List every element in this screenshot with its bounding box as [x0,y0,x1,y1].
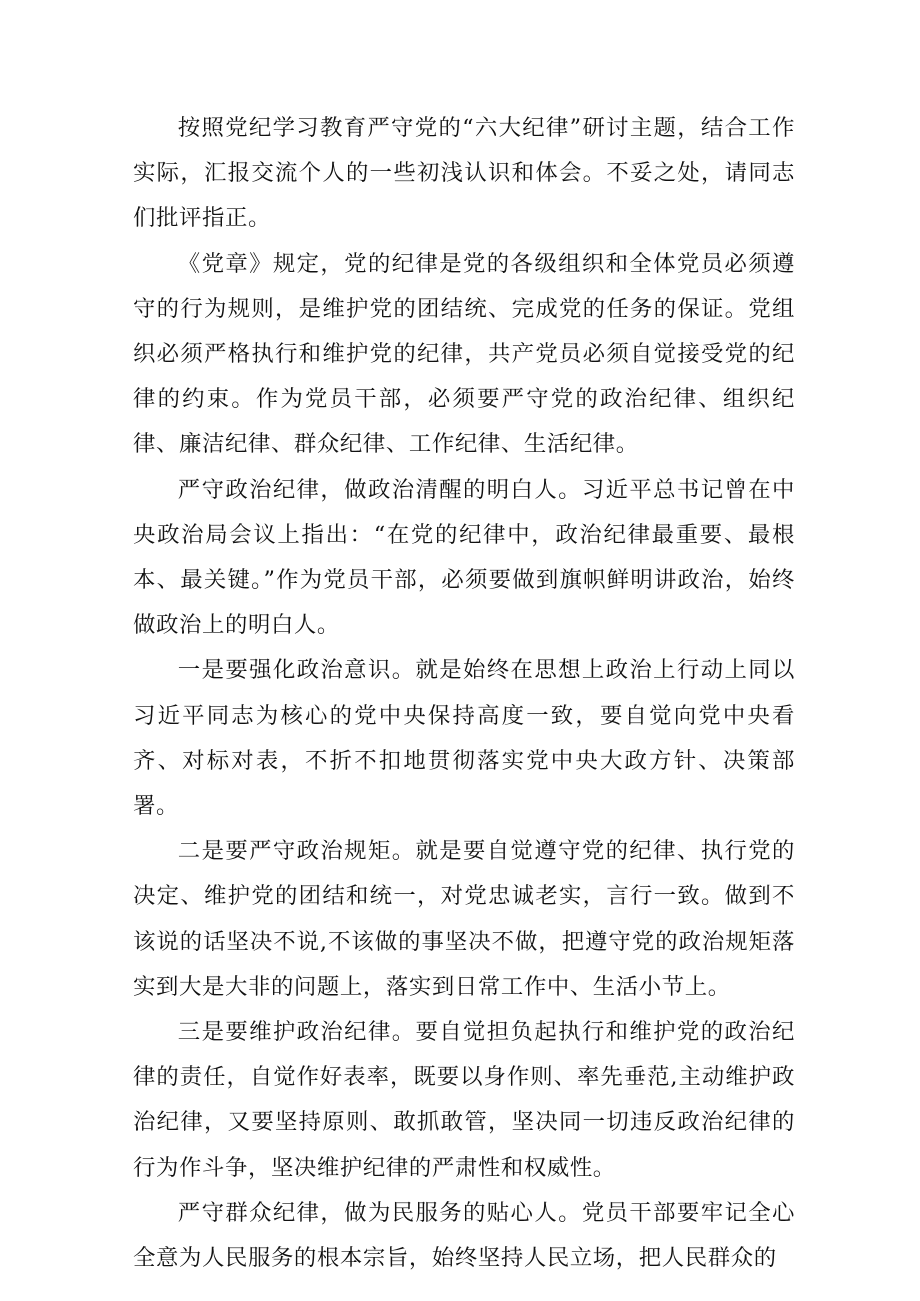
paragraph-mass-discipline: 严守群众纪律，做为民服务的贴心人。党员干部要牢记全心全意为人民服务的根本宗旨，始终坚持人民立场，把人民群众的 [133,1199,795,1272]
paragraph-point-two: 二是要严守政治规矩。就是要自觉遵守党的纪律、执行党的决定、维护党的团结和统一，对党忠诚老实，言行一致。做到不该说的话坚决不说,不该做的事坚决不做，把遵守党的政治规矩落实到大是大非的问题上，落实到日常工作中、生活小节上。 [133,838,795,1000]
paragraph-political-discipline: 严守政治纪律，做政治清醒的明白人。习近平总书记曾在中央政治局会议上指出：“在党的纪律中，政治纪律最重要、最根本、最关键。”作为党员干部，必须要做到旗帜鲜明讲政治，始终做政治上的明白人。 [133,476,795,639]
paragraph-party-constitution: 《党章》规定，党的纪律是党的各级组织和全体党员必须遵守的行为规则，是维护党的团结统、完成党的任务的保证。党组织必须严格执行和维护党的纪律，共产党员必须自觉接受党的纪律的约束。作为党员干部，必须要严守党的政治纪律、组织纪律、廉洁纪律、群众纪律、工作纪律、生活纪律。 [133,250,795,458]
document-body [133,106,795,1281]
paragraph-point-three: 三是要维护政治纪律。要自觉担负起执行和维护党的政治纪律的责任，自觉作好表率，既要以身作则、率先垂范,主动维护政治纪律，又要坚持原则、敢抓敢管，坚决同一切违反政治纪律的行为作斗争，坚决维护纪律的严肃性和权威性。 [133,1019,795,1181]
paragraph-intro: 按照党纪学习教育严守党的“六大纪律”研讨主题，结合工作实际，汇报交流个人的一些初浅认识和体会。不妥之处，请同志们批评指正。 [133,115,795,232]
paragraph-point-one: 一是要强化政治意识。就是始终在思想上政治上行动上同以习近平同志为核心的党中央保持高度一致，要自觉向党中央看齐、对标对表，不折不扣地贯彻落实党中央大政方针、决策部署。 [133,657,795,820]
